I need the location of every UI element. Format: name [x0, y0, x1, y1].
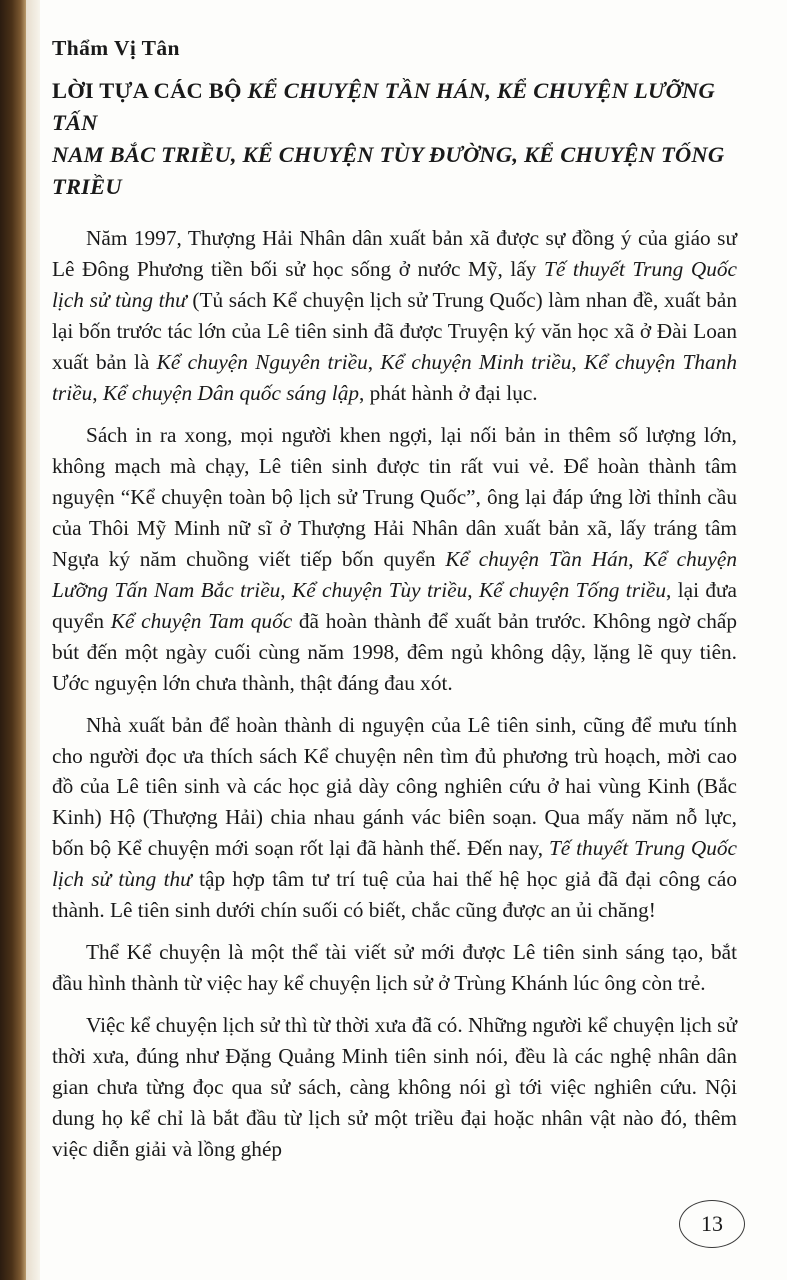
italic-title: Kể chuyện Tam quốc [110, 608, 293, 633]
book-binding-edge [0, 0, 26, 1280]
italic-title: Kể chuyện Tần Hán [445, 546, 629, 571]
author-name: Thẩm Vị Tân [52, 36, 180, 60]
paragraph-4: Thể Kể chuyện là một thể tài viết sử mới được Lê tiên sinh sáng tạo, bắt đầu hình thành từ việc hay kể chuyện lịch sử ở Trùng Khánh lúc ông còn trẻ. [52, 940, 737, 996]
paragraph-3: Nhà xuất bản để hoàn thành di nguyện của Lê tiên sinh, cũng để mưu tính cho người đọc ưa thích sách Kể chuyện nên tìm đủ phương trù hoạch, mời cao đồ của Lê tiên sinh và các học giả dày công nghiên cứu ở hai vùng Kinh (Bắc Kinh) Hộ (Thượng Hải) chia nhau gánh vác biên soạn. Qua mấy năm nỗ lực, bốn bộ Kể chuyện mới soạn rốt lại đã hành thế. Đến nay, Tế thuyết Trung Quốc lịch sử tùng thư tập hợp tâm tư trí tuệ của hai thế hệ học giả đã đại công cáo thành. Lê tiên sinh dưới chín suối có biết, chắc cũng được an ủi chăng! [52, 712, 738, 923]
italic-title: Tế thuyết Trung Quốc lịch sử tùng thư [52, 256, 737, 312]
italic-title: Tế thuyết Trung Quốc lịch sử tùng thư [52, 836, 738, 892]
paragraph-2: Sách in ra xong, mọi người khen ngợi, lại nối bản in thêm số lượng lớn, không mạch mà chạy, Lê tiên sinh được tin rất vui vẻ. Để hoàn thành tâm nguyện “Kể chuyện toàn bộ lịch sử Trung Quốc”, ông lại đáp ứng lời thỉnh cầu của Thôi Mỹ Minh nữ sĩ ở Thượng Hải Nhân dân xuất bản xã, lấy tráng tâm Ngựa ký năm chuồng viết tiếp bốn quyển Kể chuyện Tần Hán, Kể chuyện Lưỡng Tấn Nam Bắc triều, Kể chuyện Tùy triều, Kể chuyện Tống triều, lại đưa quyển Kể chuyện Tam quốc đã hoàn thành để xuất bản trước. Không ngờ chấp bút đến một ngày cuối cùng năm 1998, đêm ngủ không dậy, lặng lẽ quy tiên. Ước nguyện lớn chưa thành, thật đáng đau xót. [52, 422, 738, 695]
italic-title: Kể chuyện Dân quốc sáng lập [102, 380, 359, 405]
page-title [52, 75, 737, 203]
italic-title: Kể chuyện Lưỡng Tấn Nam Bắc triều [52, 546, 737, 602]
body-text [52, 223, 737, 1166]
paragraph-1: Năm 1997, Thượng Hải Nhân dân xuất bản xã được sự đồng ý của giáo sư Lê Đông Phương tiền bối sử học sống ở nước Mỹ, lấy Tế thuyết Trung Quốc lịch sử tùng thư (Tủ sách Kể chuyện lịch sử Trung Quốc) làm nhan đề, xuất bản lại bốn trước tác lớn của Lê tiên sinh đã được Truyện ký văn học xã ở Đài Loan xuất bản là Kể chuyện Nguyên triều, Kể chuyện Minh triều, Kể chuyện Thanh triều, Kể chuyện Dân quốc sáng lập, phát hành ở đại lục. [52, 225, 737, 405]
page-content [52, 0, 742, 1280]
italic-title: Kể chuyện Thanh triều [52, 349, 737, 405]
italic-title: Kể chuyện Minh triều [380, 349, 572, 374]
page-title-prefix: LỜI TỰA CÁC BỘ [52, 78, 248, 103]
book-gutter-shadow [26, 0, 40, 1280]
italic-title: Kể chuyện Tùy triều [292, 577, 468, 602]
page-title-italic-1: KỂ CHUYỆN TẦN HÁN, KỂ CHUYỆN LƯỠNG TẤN [52, 78, 715, 135]
italic-title: Kể chuyện Nguyên triều [156, 349, 368, 374]
italic-title: Kể chuyện Tống triều [478, 577, 667, 602]
paragraph-5: Việc kể chuyện lịch sử thì từ thời xưa đã có. Những người kể chuyện lịch sử thời xưa, đúng như Đặng Quảng Minh tiên sinh nói, đều là các nghệ nhân dân gian chưa từng đọc qua sử sách, càng không nói gì tới việc nghiên cứu. Nội dung họ kể chỉ là bắt đầu từ lịch sử một triều đại hoặc nhân vật nào đó, thêm việc diễn giải và lồng ghép [52, 1013, 737, 1162]
page-title-italic-2: NAM BẮC TRIỀU, KỂ CHUYỆN TÙY ĐƯỜNG, KỂ CHUYỆN TỐNG TRIỀU [52, 141, 725, 199]
page-number: 13 [679, 1200, 745, 1248]
